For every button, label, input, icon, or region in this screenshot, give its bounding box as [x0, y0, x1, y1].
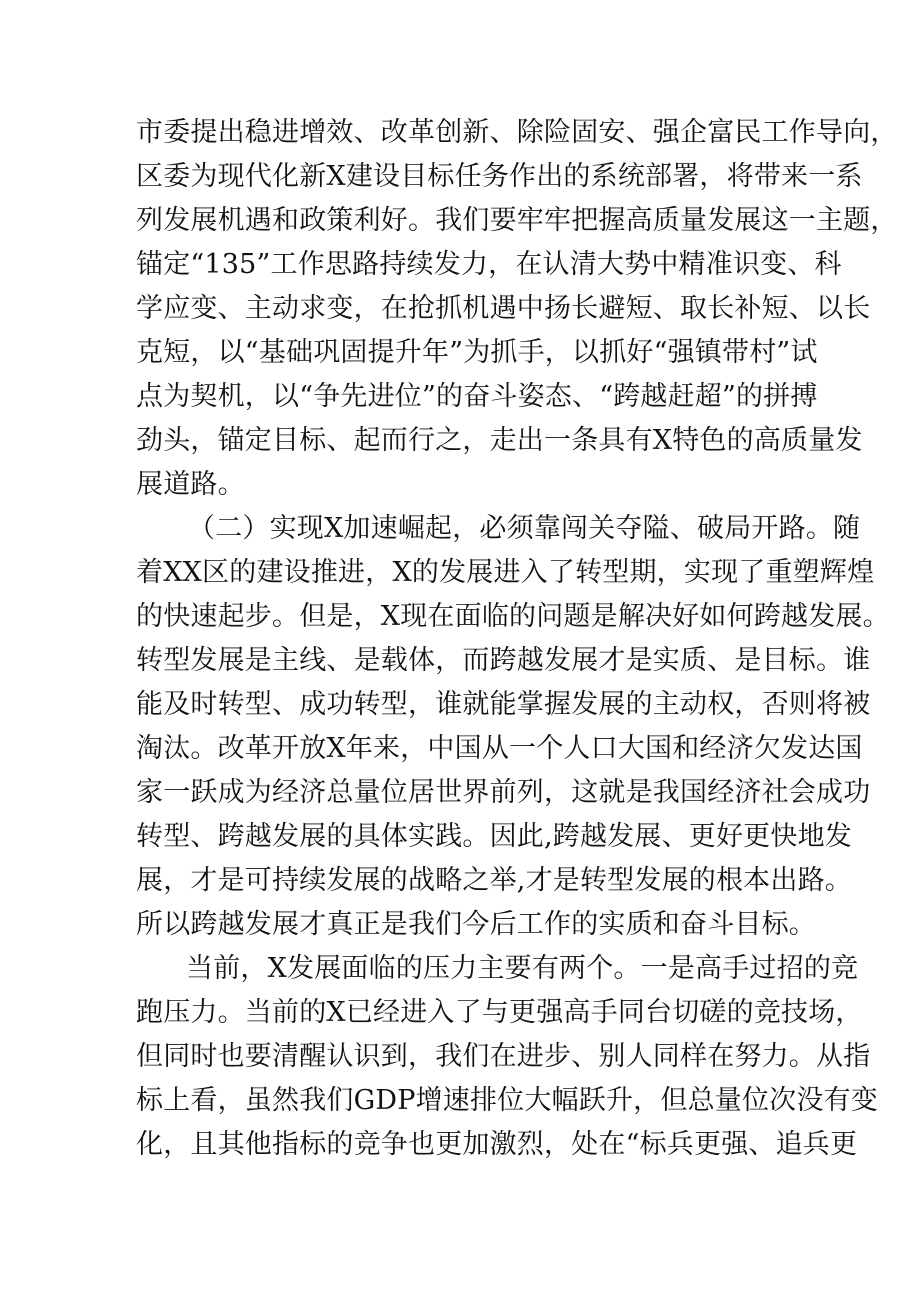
text-line: 转型、跨越发展的具体实践。因此,跨越发展、更好更快地发 [136, 821, 852, 852]
text-line: 转型发展是主线、是载体，而跨越发展才是实质、是目标。谁 [136, 645, 871, 676]
text-line: 标上看，虽然我们GDP增速排位大幅跃升，但总量位次没有变 [136, 1085, 878, 1116]
text-line: 学应变、主动求变，在抢抓机遇中扬长避短、取长补短、以长 [136, 293, 871, 324]
text-line: 市委提出稳进增效、改革创新、除险固安、强企富民工作导向， [136, 117, 898, 148]
text-line: 跑压力。当前的X已经进入了与更强高手同台切磋的竞技场， [136, 997, 863, 1028]
text-line: 所以跨越发展才真正是我们今后工作的实质和奋斗目标。 [136, 909, 816, 940]
text-line: 展道路。 [136, 469, 245, 500]
text-line: 列发展机遇和政策利好。我们要牢牢把握高质量发展这一主题， [136, 205, 898, 236]
text-line: 锚定“135”工作思路持续发力，在认清大势中精准识变、科 [136, 249, 842, 280]
text-line: 的快速起步。但是，X现在面临的问题是解决好如何跨越发展。 [136, 601, 890, 632]
text-line: 当前，X发展面临的压力主要有两个。一是高手过招的竞 [186, 953, 859, 984]
text-line: 展，才是可持续发展的战略之举,才是转型发展的根本出路。 [136, 865, 852, 896]
text-line: 克短，以“基础巩固提升年”为抓手，以抓好“强镇带村”试 [136, 337, 818, 368]
text-line: 能及时转型、成功转型，谁就能掌握发展的主动权，否则将被 [136, 689, 871, 720]
text-line: 劲头，锚定目标、起而行之，走出一条具有X特色的高质量发 [136, 425, 863, 456]
text-line: 点为契机，以“争先进位”的奋斗姿态、“跨越赶超”的拼搏 [136, 381, 818, 412]
text-line: 着XX区的建设推进，X的发展进入了转型期，实现了重塑辉煌 [136, 557, 875, 588]
text-line: 化，且其他指标的竞争也更加激烈，处在“标兵更强、追兵更 [136, 1129, 858, 1160]
text-line: （二）实现X加速崛起，必须靠闯关夺隘、破局开路。随 [188, 513, 861, 544]
text-line: 但同时也要清醒认识到，我们在进步、别人同样在努力。从指 [136, 1041, 871, 1072]
text-line: 淘汰。改革开放X年来，中国从一个人口大国和经济欠发达国 [136, 733, 863, 764]
text-line: 家一跃成为经济总量位居世界前列，这就是我国经济社会成功 [136, 777, 871, 808]
text-line: 区委为现代化新X建设目标任务作出的系统部署，将带来一系 [136, 161, 863, 192]
